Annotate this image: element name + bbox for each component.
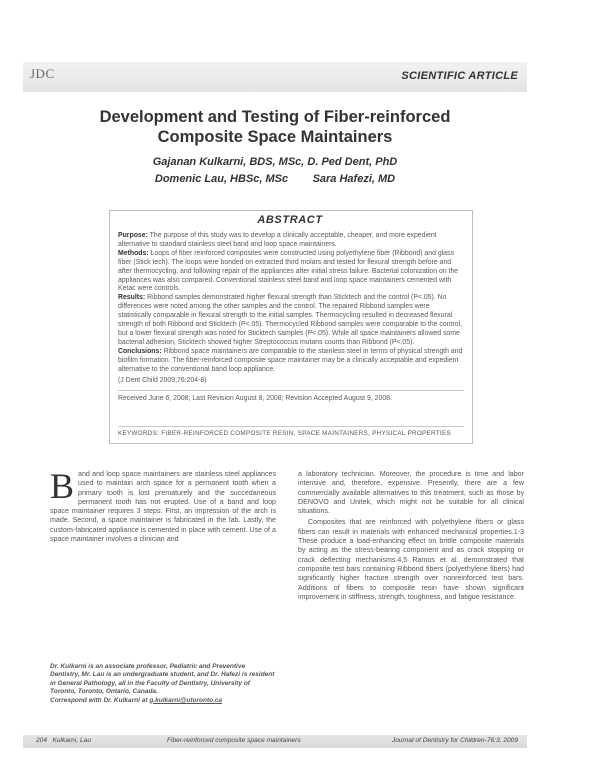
title-line-2: Composite Space Maintainers (157, 128, 393, 146)
correspondence-note (50, 697, 276, 705)
right-paragraph-2: Composites that are reinforced with polyethylene fibers or glass fibers can result in materials with enhanced mechanical properties.1-3 These produce a load-enhancing effect on brittle composite materials by acting as the stress-bearing component and as crack stopping or crack deflecting mechanisms.4,5 Ramos et al. demonstrated that composite test bars containing Ribbond fibers (polyethylene fibers) had significantly higher fracture strength over nonreinforced test bars. Additions of fibers to composite resin have shown significant improvement in stiffness, strength, toughness, and fatigue resistance. (298, 518, 524, 601)
section-label: SCIENTIFIC ARTICLE (401, 70, 518, 82)
conclusions-text: Ribbond space maintainers are comparable to the stainless steel in terms of physical strength and biofilm formation. The fiber-reinforced composite space maintainer may be a clinically acceptable and expedient alternative to the conventional band loop appliance. (118, 347, 463, 373)
citation: (J Dent Child 2009;76:204-8) (118, 376, 207, 384)
drop-cap: B (50, 466, 75, 506)
body-column-right (298, 470, 524, 602)
email-link[interactable]: g.kulkarni@utoronto.ca (149, 696, 223, 704)
contact-label: Correspond with Dr. Kulkarni at (50, 696, 148, 704)
authors-line-2: Domenic Lau, HBSc, MSc Sara Hafezi, MD (154, 173, 396, 185)
abstract-heading: ABSTRACT (257, 214, 323, 226)
author-list (60, 154, 490, 188)
body-column-left (50, 466, 276, 544)
authors-line-1: Gajanan Kulkarni, BDS, MSc, D. Ped Dent, PhD (152, 156, 398, 168)
purpose-label: Purpose: (118, 232, 148, 239)
left-paragraph-1-text: and and loop space maintainers are stainless steel appliances used to maintain arch space for a permanent tooth when a primary tooth is lost prematurely and the succedaneous permanent tooth has not erupted. Use of a band and loop space maintainer requires 3 steps. First, an impression of the arch is made. Second, a space maintainer is fabricated in the lab. Lastly, the custom-fabricated appliance is cemented in place with cement. Use of a space maintainer involves a clinician and (50, 470, 276, 544)
abstract-results (118, 294, 464, 347)
right-paragraph-1: a laboratory technician. Moreover, the procedure is time and labor intensive and, therefore, expensive. Presently, there are a few commercially available alternatives to this treatment, such as those by DENOVO and Unitek, which might not be suitable for all clinical situations. (298, 470, 524, 516)
journal-logo: JDC (30, 66, 55, 81)
methods-text: Loops of fiber reinforced composites were constructed using polyethylene fiber (Ribbond) and glass fiber (Stick tech). The loops were bonded on extracted third molars and tested for flexural strength before and after thermocycling, and following repair of the appliances after initial stress failure. Bacterial colonization on the appliances was also compared. Conventional stainless steel band and loop space maintainers cemented with Ketac were controls. (118, 249, 459, 293)
received-dates: Received June 6, 2008; Last Revision August 8, 2008; Revision Accepted August 9, 2008. (118, 390, 464, 404)
abstract-body (118, 232, 464, 404)
purpose-text: The purpose of this study was to develop a clinically acceptable, cheaper, and more expedient alternative to standard stainless steel band and loop space maintainers. (118, 232, 437, 248)
results-text: Ribbond samples demonstrated higher flexural strength than Sticktech and the control (P<.05). No differences were noted among the other samples and the control. The repaired Ribbond samples were statistically comparable in flexural strength to the initial samples. Thermocycling resulted in decreased flexural strength of both Ribbond and Sticktech (P<.05). Thermocycled Ribbond samples were comparable to the control, but a lower flexural strength was noted for Sticktech samples (P<.05). While all space maintainers allowed some bacterial adhesion, Sticktech showed higher Streptococcus mutans counts than Ribbond (P<.05). (118, 294, 463, 346)
results-label: Results: (118, 294, 146, 302)
methods-label: Methods: (118, 249, 149, 257)
conclusions-label: Conclusions: (118, 347, 162, 355)
keywords: KEYWORDS: FIBER-REINFORCED COMPOSITE RESIN, SPACE MAINTAINERS, PHYSICAL PROPERTIES (118, 426, 464, 437)
abstract-purpose (118, 232, 464, 250)
footer-journal: Journal of Dentistry for Children-76:3, 2009 (391, 737, 518, 744)
author-footnote (50, 663, 276, 705)
article-title (60, 107, 490, 147)
affiliation-note: Dr. Kulkarni is an associate professor, Pediatric and Preventive Dentistry, Mr. Lau is an undergraduate student, and Dr. Hafezi is resident in General Pathology, all in the Faculty of Dentistry, University of Toronto, Toronto, Ontario, Canada. (50, 663, 275, 696)
abstract-conclusions (118, 348, 464, 375)
left-paragraph-1 (50, 466, 276, 544)
title-line-1: Development and Testing of Fiber-reinforced (99, 108, 451, 126)
abstract-methods (118, 250, 464, 295)
footer-running-title: Fiber-reinforced composite space maintainers (167, 737, 301, 744)
footer-page-author: 204 Kulkarni, Lau (36, 737, 91, 744)
